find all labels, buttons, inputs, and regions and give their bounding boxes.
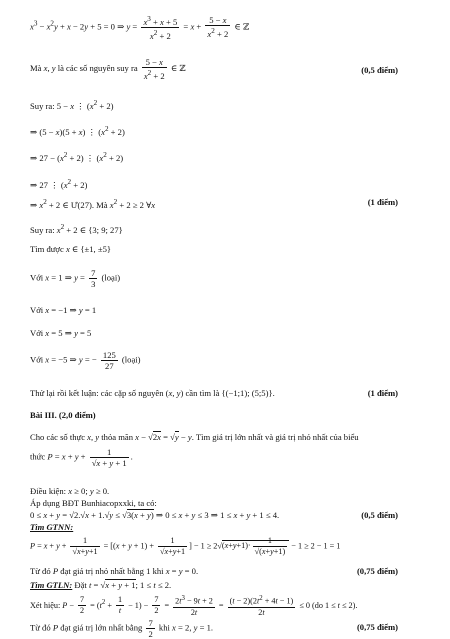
score-line-7: (1 điểm) <box>367 197 398 207</box>
score-line-14: (1 điểm) <box>367 388 398 398</box>
section-heading: Bài III. (2,0 điểm) <box>30 410 96 420</box>
line-7: ⇒ $x^2 + 2$ ∈ Ư(27). Mà $x^2 + 2 \ge 2$ ∀x <box>30 198 156 210</box>
line-17: thức P = x + y + $\frac{1}{√x + y + 1}$ . <box>30 447 133 468</box>
line-6: ⇒ 27 ⋮ $(x^2 + 2)$ <box>30 178 88 190</box>
line-4: ⇒ (5 − x)(5 + x) ⋮ $(x^2 + 2)$ <box>30 125 125 137</box>
line-14: Thử lại rồi kết luận: các cặp số nguyên (x, y) cần tìm là {(−1;1); (5;5)}. <box>30 388 275 398</box>
line-26: Từ đó P đạt giá trị lớn nhất bằng $\frac{7}{2}$ khi x = 2, y = 1. <box>30 618 214 639</box>
line-18: Điều kiện: x ≥ 0; y ≥ 0. <box>30 486 110 496</box>
line-3: Suy ra: 5 − x ⋮ $(x^2 + 2)$ <box>30 99 114 111</box>
line-8: Suy ra: $x^2 + 2$ ∈ {3; 9; 27} <box>30 223 123 235</box>
line-2: Mà x, y là các số nguyên suy ra $\frac{5 - x}{x^2 + 2}$ ∈ ℤ <box>30 57 186 81</box>
line-16: Cho các số thực x, y thỏa mãn x − √2x = √y − y. Tìm giá trị lớn nhất và giá trị nhỏ nhất của biểu <box>30 432 359 442</box>
line-11: Với x = −1 ⇒ y = 1 <box>30 305 97 315</box>
line-13: Với x = −5 ⇒ y = − $\frac{125}{27}$ (loại) <box>30 350 141 371</box>
line-24: Tìm GTLN: Đặt t = √x + y + 1; 1 ≤ t ≤ 2. <box>30 580 172 590</box>
line-5: ⇒ $27 - (x^2 + 2)$ ⋮ $(x^2 + 2)$ <box>30 151 124 163</box>
line-1: $x^3 - x^2y + x - 2y + 5 = 0$ ⇒ y = $\frac{x^3 + x + 5}{x^2 + 2}$ = x + $\frac{5 - x}{x^2 + 2}$ ∈ ℤ <box>30 15 250 41</box>
score-line-2: (0,5 điểm) <box>361 65 398 75</box>
line-10: Với x = 1 ⇒ y = $\frac{7}{3}$ (loại) <box>30 268 121 289</box>
score-line-26: (0,75 điểm) <box>356 622 398 632</box>
line-22: P = x + y + $\frac{1}{√x+y+1}$ = [(x + y + 1) + $\frac{1}{√x+y+1}$ ] − 1 ≥ 2√(x+y+1)· $\frac{1}{√(x+y+1)}$ − 1 ≥ 2 − 1 = 1 <box>30 536 341 556</box>
line-12: Với x = 5 ⇒ y = 5 <box>30 328 92 338</box>
line-25: Xét hiệu: P − $\frac{7}{2}$ = ($t^2$ + $\frac{1}{t}$ − 1) − $\frac{7}{2}$ = $\frac{2t^3 - 9t + 2}{2t}$ = $\frac{(t - 2)(2t^2 + 4t - 1)}{2t}$ ≤ 0 (do 1 ≤ t ≤ 2). <box>30 595 358 617</box>
line-19: Áp dụng BĐT Bunhiacopxxki, ta có: <box>30 498 157 508</box>
line-20: 0 ≤ x + y = √2.√x + 1.√y ≤ √3(x + y) ⇒ 0 ≤ x + y ≤ 3 ⇒ 1 ≤ x + y + 1 ≤ 4. <box>30 510 280 520</box>
score-line-20: (0,5 điểm) <box>361 510 398 520</box>
score-line-23: (0,75 điểm) <box>356 566 398 576</box>
line-23: Từ đó P đạt giá trị nhỏ nhất bằng 1 khi x = y = 0. <box>30 566 199 576</box>
find-min-heading: Tìm GTNN: <box>30 522 74 532</box>
line-9: Tìm được x ∈ {±1, ±5} <box>30 244 111 254</box>
